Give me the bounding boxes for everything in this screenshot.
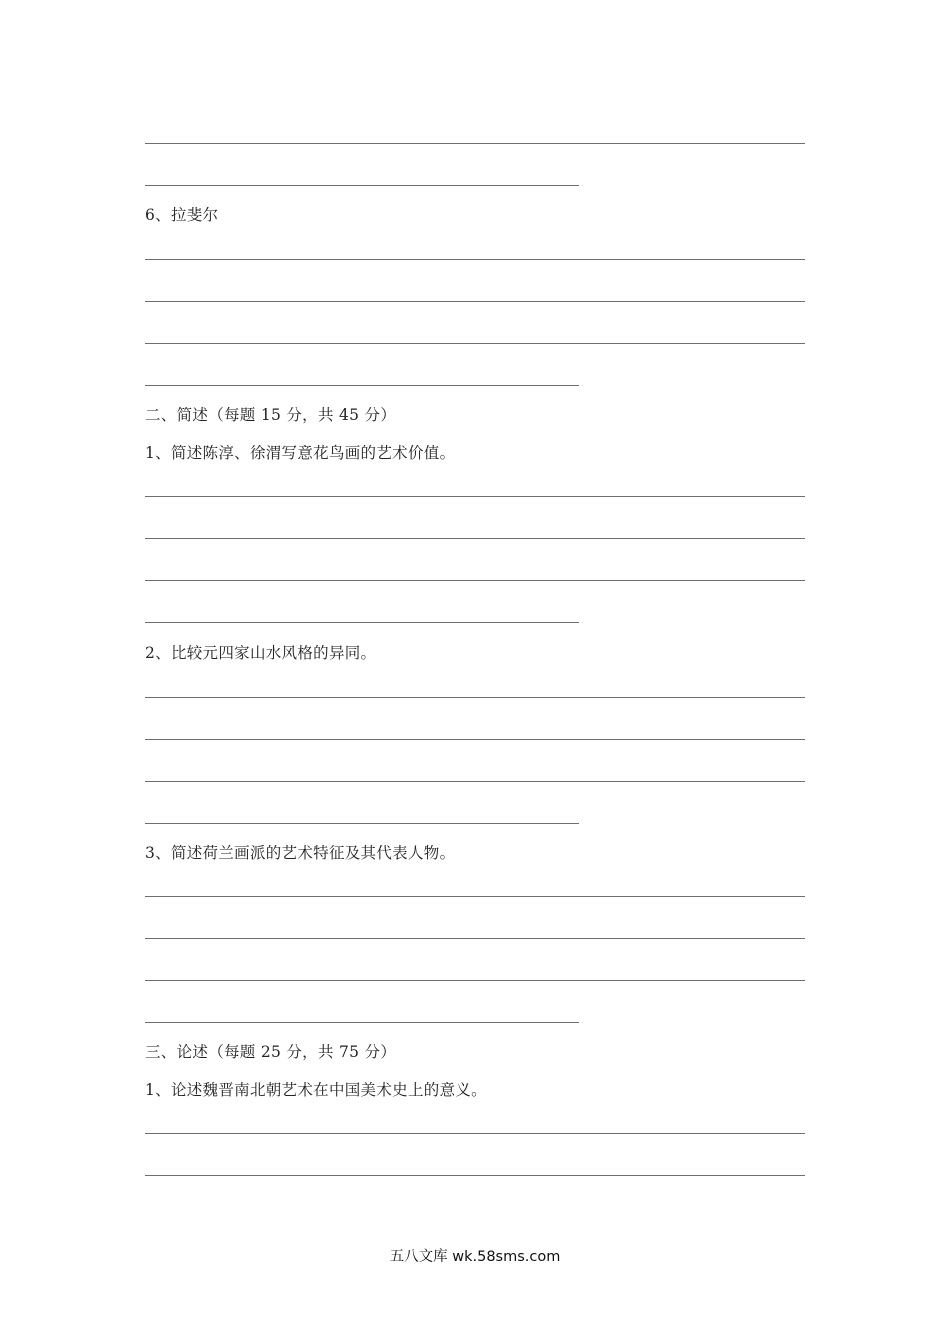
section3-question-1: 1、论述魏晋南北朝艺术在中国美术史上的意义。 bbox=[145, 1081, 487, 1099]
answer-line bbox=[145, 697, 805, 698]
answer-line bbox=[145, 1133, 805, 1134]
answer-line bbox=[145, 496, 805, 497]
answer-line bbox=[145, 781, 805, 782]
answer-line bbox=[145, 622, 579, 623]
section2-question-3: 3、简述荷兰画派的艺术特征及其代表人物。 bbox=[145, 844, 456, 862]
answer-line bbox=[145, 259, 805, 260]
footer-watermark: 五八文库 wk.58sms.com bbox=[389, 1249, 561, 1265]
answer-line bbox=[145, 896, 805, 897]
answer-line bbox=[145, 301, 805, 302]
answer-line bbox=[145, 580, 805, 581]
answer-line bbox=[145, 385, 579, 386]
answer-line bbox=[145, 1175, 805, 1176]
section2-question-1: 1、简述陈淳、徐渭写意花鸟画的艺术价值。 bbox=[145, 444, 456, 462]
answer-line bbox=[145, 823, 579, 824]
answer-line bbox=[145, 739, 805, 740]
answer-line bbox=[145, 143, 805, 144]
section2-question-2: 2、比较元四家山水风格的异同。 bbox=[145, 644, 377, 662]
section-heading-3: 三、论述（每题 25 分，共 75 分） bbox=[145, 1043, 397, 1061]
answer-line bbox=[145, 980, 805, 981]
answer-line bbox=[145, 538, 805, 539]
answer-line bbox=[145, 938, 805, 939]
section-heading-2: 二、简述（每题 15 分，共 45 分） bbox=[145, 406, 397, 424]
question-6: 6、拉斐尔 bbox=[145, 206, 219, 224]
answer-line bbox=[145, 343, 805, 344]
answer-line bbox=[145, 185, 579, 186]
answer-line bbox=[145, 1022, 579, 1023]
